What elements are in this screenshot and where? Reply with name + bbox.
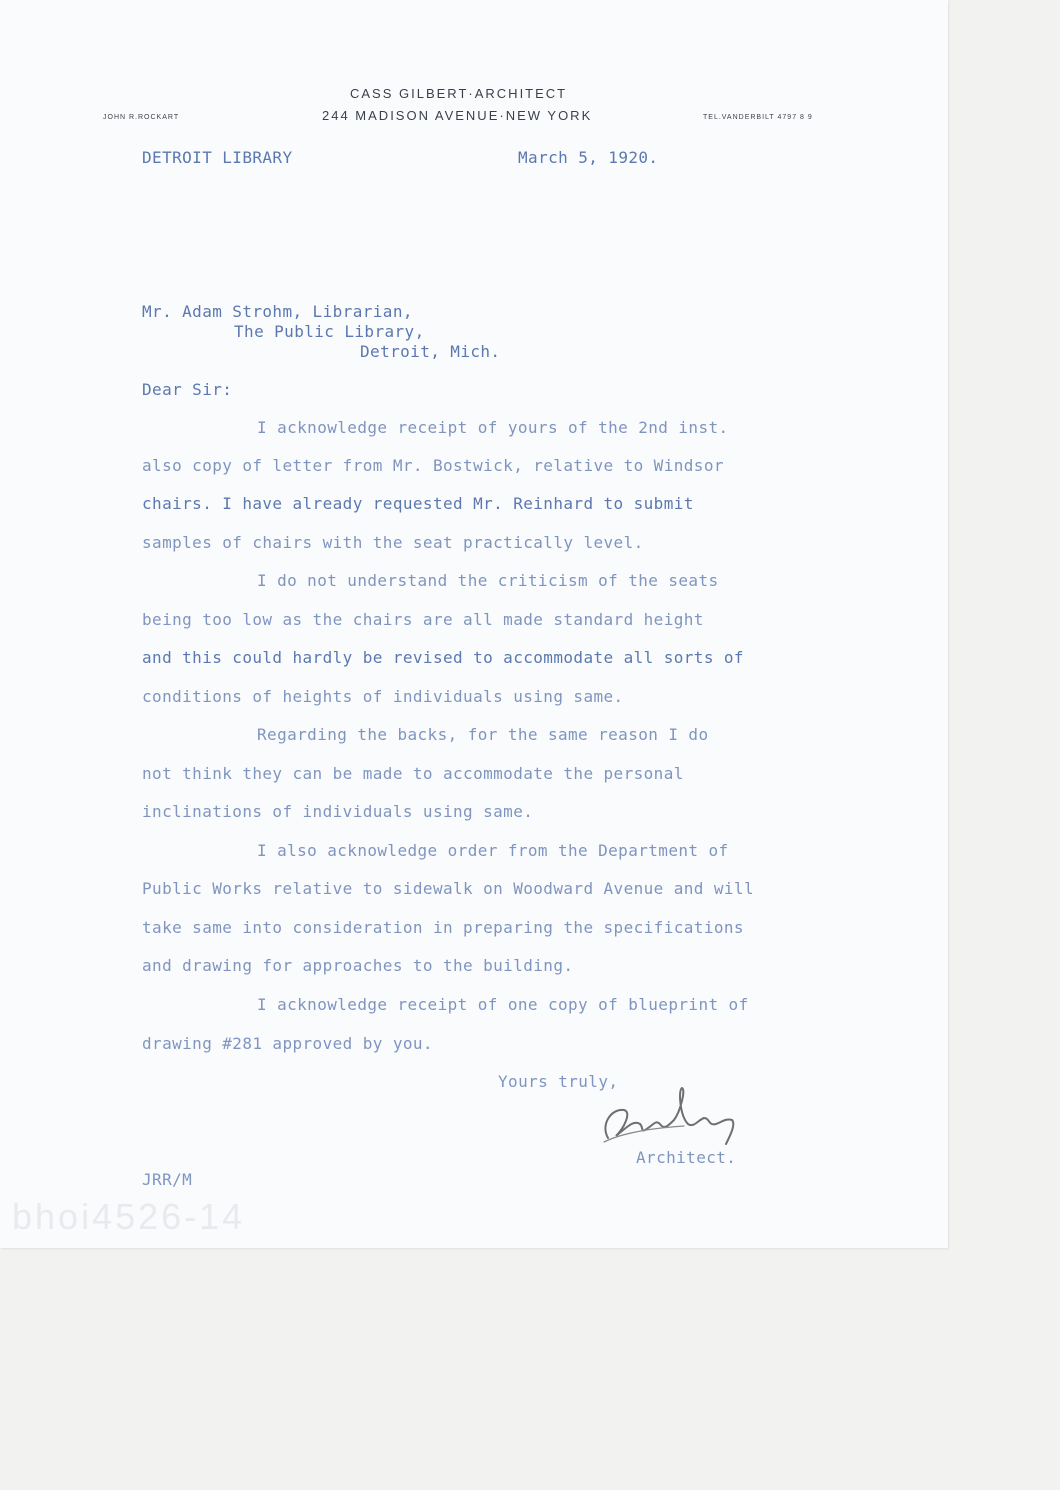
body-line: also copy of letter from Mr. Bostwick, relative to Windsor (142, 456, 724, 475)
recipient-line-3: Detroit, Mich. (360, 342, 501, 361)
recipient-line-1: Mr. Adam Strohm, Librarian, (142, 302, 413, 321)
letterhead-firm: CASS GILBERT·ARCHITECT (350, 86, 568, 101)
letter-date: March 5, 1920. (518, 148, 659, 167)
salutation: Dear Sir: (142, 380, 233, 399)
body-line: inclinations of individuals using same. (142, 802, 534, 821)
body-line: I acknowledge receipt of yours of the 2nd inst. (257, 418, 729, 437)
body-line: and this could hardly be revised to accommodate all sorts of (142, 648, 744, 667)
body-line: take same into consideration in preparing the specifications (142, 918, 744, 937)
typist-initials: JRR/M (142, 1170, 193, 1189)
recipient-line-2: The Public Library, (234, 322, 425, 341)
faint-stamp: bhoi4526-14 (12, 1196, 246, 1237)
closing: Yours truly, (498, 1072, 619, 1091)
body-line: I also acknowledge order from the Department of (257, 841, 729, 860)
letterhead-address: 244 MADISON AVENUE·NEW YORK (322, 108, 593, 123)
letter-subject: DETROIT LIBRARY (142, 148, 293, 167)
body-line: and drawing for approaches to the building. (142, 956, 574, 975)
signature-title: Architect. (636, 1148, 737, 1167)
body-line: being too low as the chairs are all made standard height (142, 610, 704, 629)
body-line: I do not understand the criticism of the seats (257, 571, 719, 590)
body-line: Regarding the backs, for the same reason I do (257, 725, 709, 744)
letterhead-phone: TEL.VANDERBILT 4797 8 9 (703, 114, 813, 121)
letterhead-left-name: JOHN R.ROCKART (103, 114, 180, 121)
body-line: not think they can be made to accommodate the personal (142, 764, 684, 783)
body-line: samples of chairs with the seat practically level. (142, 533, 644, 552)
body-line: chairs. I have already requested Mr. Reinhard to submit (142, 494, 694, 513)
body-line: drawing #281 approved by you. (142, 1034, 433, 1053)
body-line: I acknowledge receipt of one copy of blueprint of (257, 995, 749, 1014)
body-line: conditions of heights of individuals using same. (142, 687, 624, 706)
body-line: Public Works relative to sidewalk on Woodward Avenue and will (142, 879, 755, 898)
